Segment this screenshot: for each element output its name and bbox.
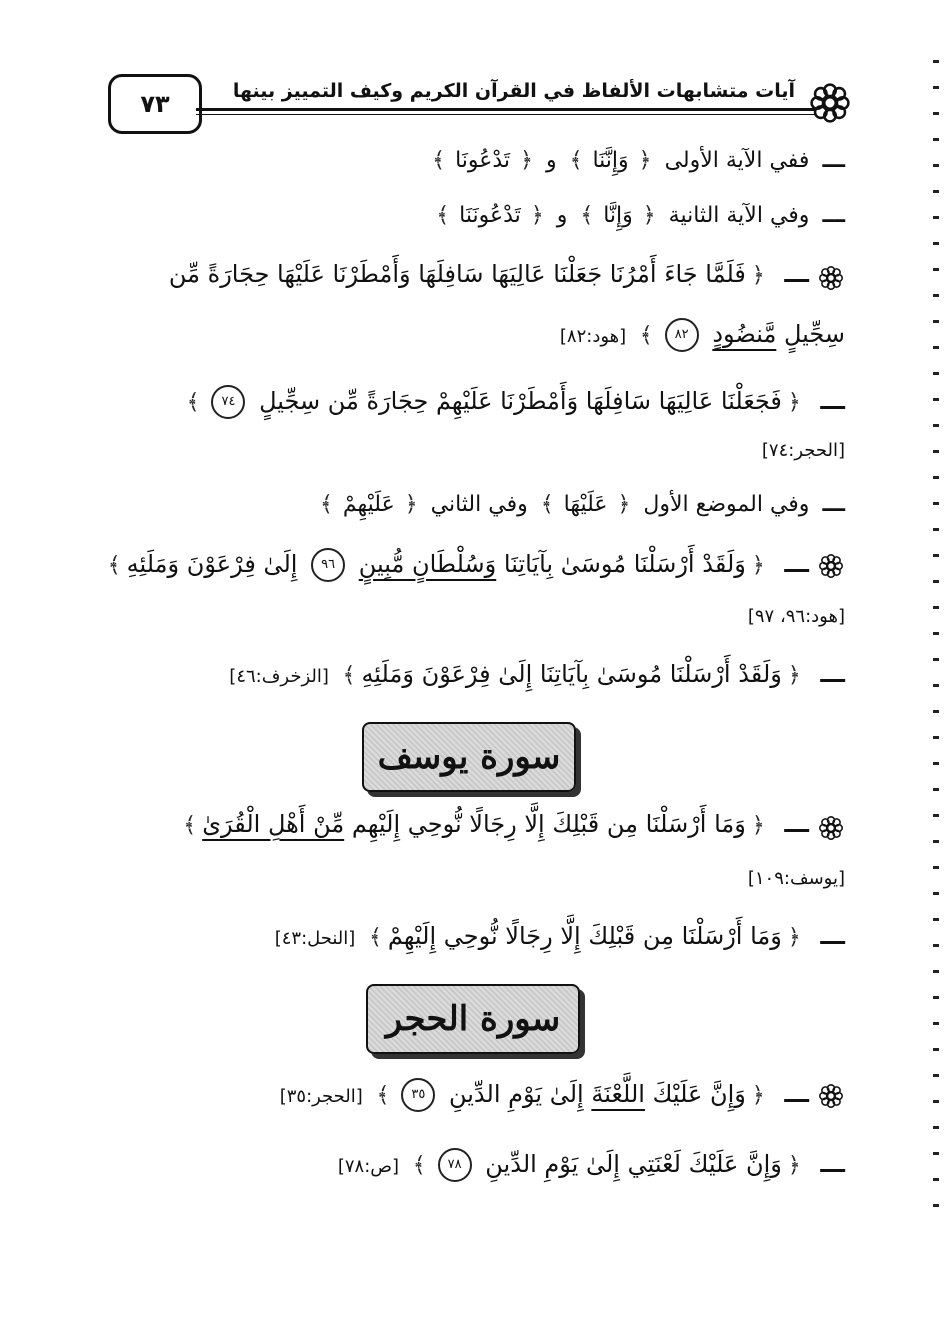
note-line-2: ـــ وفي الآية الثانية ﴿وَإِنَّا﴾ و ﴿تَدْعُونَنَا﴾ <box>436 203 845 228</box>
verse-sad-78: ـــ ﴿وَإِنَّ عَلَيْكَ لَعْنَتِي إِلَىٰ يَوْمِ الدِّينِ ٧٨﴾ [ص:٧٨] <box>338 1148 845 1182</box>
underlined-word: مَّنضُودٍ <box>712 320 777 348</box>
quoted-word: تَدْعُونَنَا <box>459 203 521 228</box>
header-title: آيات متشابهات الألفاظ في القرآن الكريم وكيف التمييز بينها <box>232 80 795 102</box>
verse-yusuf-109: ـــ ﴿وَمَا أَرْسَلْنَا مِن قَبْلِكَ إِلَّا رِجَالًا نُّوحِي إِلَيْهِم مِّنْ أَهْلِ الْقُرَىٰ﴾ <box>183 810 809 838</box>
ayah-number-icon: ٧٤ <box>211 385 245 419</box>
verse-text: إِلَىٰ فِرْعَوْنَ وَمَلَئِهِ <box>126 550 298 578</box>
header-flower-icon <box>807 80 853 126</box>
note-text: وفي الثاني <box>430 492 528 517</box>
verse-text: فَجَعَلْنَا عَالِيَهَا سَافِلَهَا وَأَمْطَرْنَا عَلَيْهِمْ حِجَارَةً مِّن سِجِّيلٍ <box>259 387 782 415</box>
flower-bullet-icon <box>817 814 845 842</box>
quoted-word: وَإِنَّا <box>603 203 633 228</box>
header-rule <box>196 108 815 111</box>
underlined-word: اللَّعْنَةَ <box>591 1080 645 1108</box>
verse-reference: [الحجر:٣٥] <box>279 1086 363 1107</box>
surah-title: سورة الحجر <box>385 999 561 1039</box>
page-number-box <box>108 74 202 134</box>
quoted-word: تَدْعُونَا <box>455 148 511 173</box>
verse-reference: [النحل:٤٣] <box>274 928 356 949</box>
header-rule-thin <box>196 114 815 115</box>
verse-zukhruf-46: ـــ ﴿وَلَقَدْ أَرْسَلْنَا مُوسَىٰ بِآيَاتِنَا إِلَىٰ فِرْعَوْنَ وَمَلَئِهِ﴾ [الزخرف:٤٦] <box>229 660 845 688</box>
verse-text: وَإِنَّ عَلَيْكَ <box>652 1080 746 1108</box>
verse-reference: [ص:٧٨] <box>337 1156 400 1177</box>
surah-title-box <box>366 984 580 1054</box>
verse-text: وَإِنَّ عَلَيْكَ لَعْنَتِي إِلَىٰ يَوْمِ الدِّينِ <box>485 1150 782 1178</box>
note-line-5: ـــ وفي الموضع الأول ﴿عَلَيْهَا﴾ وفي الثاني ﴿عَلَيْهِمْ﴾ <box>320 492 845 517</box>
verse-text: وَلَقَدْ أَرْسَلْنَا مُوسَىٰ بِآيَاتِنَا <box>503 550 746 578</box>
verse-text: وَمَا أَرْسَلْنَا مِن قَبْلِكَ إِلَّا رِجَالًا نُّوحِي إِلَيْهِمْ <box>387 922 782 950</box>
verse-reference: [الحجر:٧٤] <box>761 440 845 461</box>
flower-bullet-icon <box>817 264 845 292</box>
page-number: ٧٣ <box>140 90 170 118</box>
ayah-number-icon: ٩٦ <box>311 548 345 582</box>
verse-text: فَلَمَّا جَاءَ أَمْرُنَا جَعَلْنَا عَالِيَهَا سَافِلَهَا وَأَمْطَرْنَا عَلَيْهَا حِجَارَةً مِّن <box>168 260 746 288</box>
verse-nahl-43: ـــ ﴿وَمَا أَرْسَلْنَا مِن قَبْلِكَ إِلَّا رِجَالًا نُّوحِي إِلَيْهِمْ﴾ [النحل:٤٣] <box>274 922 845 950</box>
verse-hud-82-line-a: ـــ ﴿فَلَمَّا جَاءَ أَمْرُنَا جَعَلْنَا عَالِيَهَا سَافِلَهَا وَأَمْطَرْنَا عَلَيْهَا حِجَارَةً مِّن <box>168 260 809 288</box>
quoted-word: وَإِنَّنَا <box>592 148 629 173</box>
flower-bullet-icon <box>817 552 845 580</box>
verse-hijr-35: ـــ ﴿وَإِنَّ عَلَيْكَ اللَّعْنَةَ إِلَىٰ يَوْمِ الدِّينِ ٣٥﴾ [الحجر:٣٥] <box>280 1078 809 1112</box>
flower-bullet-icon <box>817 1082 845 1110</box>
surah-title: سورة يوسف <box>377 737 561 777</box>
ayah-number-icon: ٨٢ <box>665 318 699 352</box>
verse-reference: [هود:٩٦، ٩٧] <box>747 606 845 627</box>
verse-reference: [هود:٨٢] <box>559 326 627 347</box>
underlined-word: وَسُلْطَانٍ مُّبِينٍ <box>358 550 497 578</box>
ayah-number-icon: ٧٨ <box>438 1148 472 1182</box>
surah-title-box <box>362 722 576 792</box>
note-text: وفي الآية الثانية <box>668 203 810 228</box>
verse-hud-96: ـــ ﴿وَلَقَدْ أَرْسَلْنَا مُوسَىٰ بِآيَاتِنَا وَسُلْطَانٍ مُّبِينٍ ٩٦ إِلَىٰ فِرْعَوْنَ وَمَلَئِهِ﴾ <box>102 548 809 582</box>
quoted-word: عَلَيْهَا <box>563 492 608 517</box>
note-line-1: ـــ ففي الآية الأولى ﴿وَإِنَّنَا﴾ و ﴿تَدْعُونَا﴾ <box>432 148 845 173</box>
verse-hud-82-line-b: سِجِّيلٍ مَّنضُودٍ ٨٢﴾ [هود:٨٢] <box>560 318 845 352</box>
verse-text: إِلَىٰ يَوْمِ الدِّينِ <box>448 1080 584 1108</box>
edge-scan-marks <box>933 60 939 1210</box>
verse-text: وَلَقَدْ أَرْسَلْنَا مُوسَىٰ بِآيَاتِنَا إِلَىٰ فِرْعَوْنَ وَمَلَئِهِ <box>361 660 782 688</box>
quoted-word: عَلَيْهِمْ <box>342 492 395 517</box>
verse-reference: [الزخرف:٤٦] <box>229 666 329 687</box>
verse-text: وَمَا أَرْسَلْنَا مِن قَبْلِكَ إِلَّا رِجَالًا نُّوحِي إِلَيْهِم <box>351 810 746 838</box>
verse-reference: [يوسف:١٠٩] <box>747 868 845 889</box>
ayah-number-icon: ٣٥ <box>401 1078 435 1112</box>
verse-hijr-74: ـــ ﴿فَجَعَلْنَا عَالِيَهَا سَافِلَهَا وَأَمْطَرْنَا عَلَيْهِمْ حِجَارَةً مِّن سِجِّيلٍ ٧٤﴾ <box>181 385 845 419</box>
note-text: وفي الموضع الأول <box>643 492 810 517</box>
verse-text: سِجِّيلٍ <box>783 320 845 348</box>
note-text: ففي الآية الأولى <box>664 148 810 173</box>
underlined-word: مِّنْ أَهْلِ الْقُرَىٰ <box>202 810 345 838</box>
